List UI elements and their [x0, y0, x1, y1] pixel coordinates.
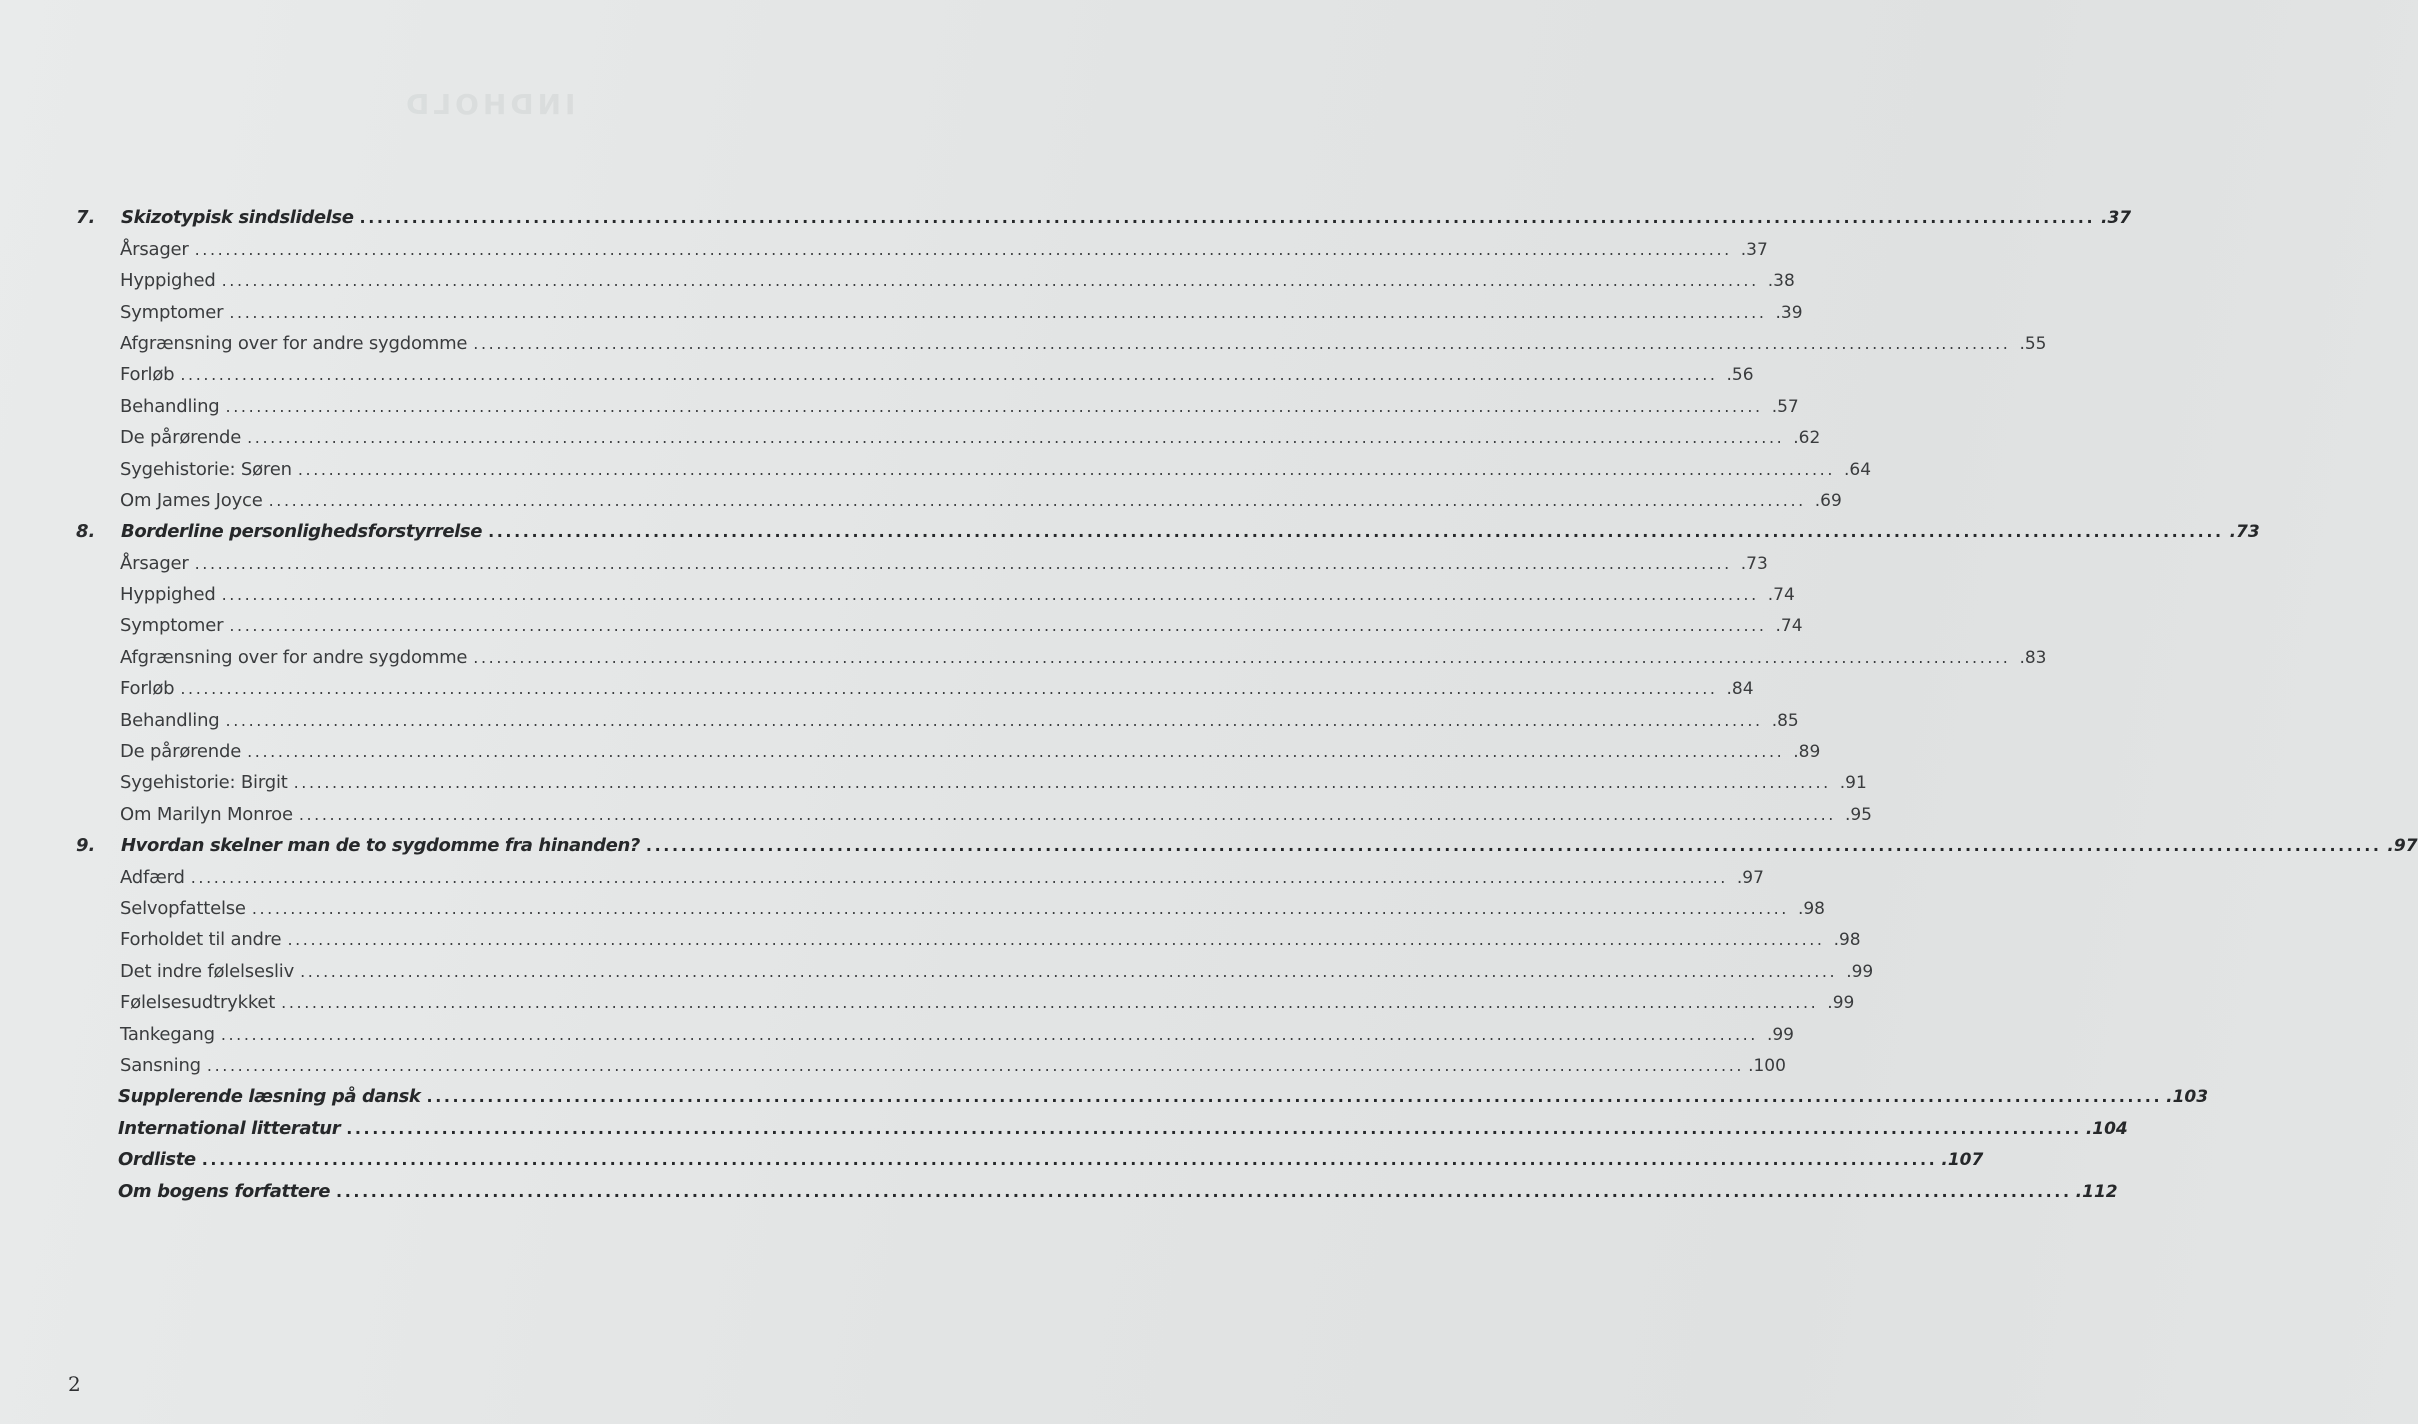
toc-entry — [72, 702, 1799, 733]
entry-page: .95 — [1844, 804, 1872, 825]
dot-leader: ........................................................................................................................................................................................................ — [225, 710, 1763, 730]
entry-title: Forløb — [120, 678, 175, 700]
dot-leader: ........................................................................................................................................................................................................ — [229, 616, 1767, 636]
toc-entry — [72, 231, 1768, 262]
entry-title: Symptomer — [120, 615, 224, 637]
show-through-text: INDHOLD — [402, 88, 576, 121]
dot-leader: ........................................................................................................................................................................................................ — [190, 867, 1728, 887]
toc-entry — [72, 608, 1803, 639]
entry-page: .57 — [1771, 396, 1799, 417]
dot-leader: ........................................................................................................................................................................................................ — [293, 773, 1831, 793]
toc-entry — [72, 357, 1754, 388]
entry-title: Forløb — [120, 364, 175, 386]
entry-page: .62 — [1793, 428, 1821, 449]
entry-title: Om Marilyn Monroe — [120, 803, 293, 825]
chapter-number: 7. — [76, 207, 96, 229]
toc-entry — [72, 545, 1768, 576]
entry-page: .103 — [2166, 1087, 2209, 1108]
entry-title: Afgrænsning over for andre sygdomme — [120, 646, 468, 668]
toc-entry — [72, 263, 1795, 294]
entry-page: .38 — [1767, 271, 1795, 292]
entry-title: Tankegang — [120, 1023, 215, 1045]
toc-entry — [72, 420, 1821, 451]
toc-entry — [72, 953, 1874, 984]
entry-page: .85 — [1771, 710, 1799, 731]
entry-page: .100 — [1748, 1055, 1786, 1076]
entry-page: .55 — [2019, 333, 2047, 354]
toc-entry — [72, 671, 1754, 702]
dot-leader: ........................................................................................................................................................................................................ — [300, 961, 1838, 981]
toc-entry — [72, 1016, 1794, 1047]
toc-entry — [72, 1173, 2118, 1204]
toc-entry — [72, 796, 1872, 827]
entry-title: Årsager — [120, 552, 189, 574]
entry-page: .74 — [1775, 616, 1803, 637]
dot-leader: ........................................................................................................................................................................................................ — [488, 522, 2224, 542]
entry-page: .107 — [1941, 1150, 1984, 1171]
chapter-number: 8. — [76, 521, 96, 543]
toc-entry — [72, 514, 2260, 545]
dot-leader: ........................................................................................................................................................................................................ — [281, 993, 1819, 1013]
entry-title: Det indre følelsesliv — [120, 960, 295, 982]
entry-title: Behandling — [120, 395, 220, 417]
dot-leader: ........................................................................................................................................................................................................ — [180, 365, 1718, 385]
entry-page: .84 — [1726, 679, 1754, 700]
entry-title: Ordliste — [118, 1149, 196, 1171]
entry-title: Om bogens forfattere — [118, 1180, 331, 1202]
dot-leader: ........................................................................................................................................................................................................ — [201, 1150, 1938, 1170]
dot-leader: ........................................................................................................................................................................................................ — [194, 239, 1732, 259]
entry-title: Sygehistorie: Birgit — [120, 772, 288, 794]
toc-entry — [72, 326, 2047, 357]
toc-entry — [72, 859, 1764, 890]
dot-leader: ........................................................................................................................................................................................................ — [473, 333, 2011, 353]
entry-title: Årsager — [120, 238, 189, 260]
entry-title: Følelsesudtrykket — [120, 992, 276, 1014]
entry-page: .73 — [2229, 522, 2260, 543]
dot-leader: ........................................................................................................................................................................................................ — [221, 271, 1759, 291]
entry-title: Borderline personlighedsforstyrrelse — [121, 521, 483, 543]
entry-title: Afgrænsning over for andre sygdomme — [120, 332, 468, 354]
entry-title: Forholdet til andre — [120, 929, 282, 951]
dot-leader: ........................................................................................................................................................................................................ — [221, 585, 1759, 605]
entry-title: Sansning — [120, 1054, 201, 1076]
entry-page: .69 — [1814, 490, 1842, 511]
dot-leader: ........................................................................................................................................................................................................ — [473, 647, 2011, 667]
entry-page: .64 — [1843, 459, 1872, 480]
entry-title: Sygehistorie: Søren — [120, 458, 292, 480]
toc-entry — [72, 1110, 2128, 1141]
entry-page: .99 — [1827, 993, 1855, 1014]
entry-page: .97 — [2387, 836, 2418, 857]
chapter-number: 9. — [76, 835, 96, 857]
toc-entry — [72, 985, 1855, 1016]
toc-entry — [72, 765, 1867, 796]
dot-leader: ........................................................................................................................................................................................................ — [225, 396, 1763, 416]
dot-leader: ........................................................................................................................................................................................................ — [247, 428, 1785, 448]
entry-title: De pårørende — [120, 741, 242, 763]
entry-title: De pårørende — [120, 427, 242, 449]
entry-page: .74 — [1767, 585, 1795, 606]
entry-page: .73 — [1740, 553, 1768, 574]
entry-title: Symptomer — [120, 301, 224, 323]
dot-leader: ........................................................................................................................................................................................................ — [359, 208, 2096, 228]
dot-leader: ........................................................................................................................................................................................................ — [346, 1118, 2082, 1138]
toc-entry — [72, 388, 1799, 419]
toc-entry — [72, 483, 1842, 514]
toc-entry — [72, 891, 1825, 922]
toc-entry — [72, 451, 1872, 482]
entry-page: .98 — [1833, 930, 1861, 951]
entry-page: .91 — [1839, 773, 1867, 794]
toc-entry — [72, 828, 2418, 859]
dot-leader: ........................................................................................................................................................................................................ — [298, 804, 1836, 824]
toc-entry — [72, 734, 1821, 765]
dot-leader: ........................................................................................................................................................................................................ — [194, 553, 1732, 573]
table-of-contents — [72, 200, 2418, 1205]
entry-title: Supplerende læsning på dansk — [118, 1086, 421, 1108]
dot-leader: ........................................................................................................................................................................................................ — [297, 459, 1836, 479]
dot-leader: ........................................................................................................................................................................................................ — [268, 490, 1806, 510]
entry-title: International litteratur — [118, 1117, 341, 1139]
dot-leader: ........................................................................................................................................................................................................ — [287, 930, 1825, 950]
entry-page: .37 — [2101, 208, 2132, 229]
toc-entry — [72, 639, 2047, 670]
entry-title: Om James Joyce — [120, 489, 263, 511]
dot-leader: ........................................................................................................................................................................................................ — [206, 1055, 1745, 1075]
entry-title: Skizotypisk sindslidelse — [121, 207, 354, 229]
entry-title: Hvordan skelner man de to sygdomme fra hinanden? — [121, 835, 640, 857]
entry-title: Adfærd — [120, 866, 185, 888]
entry-page: .99 — [1846, 961, 1874, 982]
entry-page: .89 — [1793, 742, 1821, 763]
dot-leader: ........................................................................................................................................................................................................ — [645, 836, 2382, 856]
dot-leader: ........................................................................................................................................................................................................ — [251, 898, 1789, 918]
entry-page: .83 — [2019, 647, 2047, 668]
entry-page: .56 — [1726, 365, 1754, 386]
page-number: 2 — [68, 1372, 81, 1396]
toc-entry — [72, 577, 1795, 608]
dot-leader: ........................................................................................................................................................................................................ — [426, 1087, 2163, 1107]
toc-entry — [72, 922, 1861, 953]
entry-page: .98 — [1797, 898, 1825, 919]
entry-page: .112 — [2075, 1181, 2118, 1202]
dot-leader: ........................................................................................................................................................................................................ — [229, 302, 1767, 322]
toc-entry — [72, 294, 1803, 325]
toc-entry — [72, 1142, 1984, 1173]
toc-entry — [72, 1079, 2209, 1110]
toc-entry — [72, 200, 2132, 231]
entry-page: .39 — [1775, 302, 1803, 323]
toc-entry — [72, 1048, 1786, 1079]
entry-page: .104 — [2085, 1118, 2128, 1139]
entry-page: .97 — [1736, 867, 1764, 888]
entry-title: Hyppighed — [120, 270, 216, 292]
dot-leader: ........................................................................................................................................................................................................ — [247, 742, 1785, 762]
entry-title: Hyppighed — [120, 584, 216, 606]
dot-leader: ........................................................................................................................................................................................................ — [336, 1181, 2072, 1201]
entry-title: Selvopfattelse — [120, 897, 246, 919]
dot-leader: ........................................................................................................................................................................................................ — [180, 679, 1718, 699]
entry-page: .37 — [1740, 239, 1768, 260]
dot-leader: ........................................................................................................................................................................................................ — [220, 1024, 1758, 1044]
entry-page: .99 — [1766, 1024, 1794, 1045]
entry-title: Behandling — [120, 709, 220, 731]
